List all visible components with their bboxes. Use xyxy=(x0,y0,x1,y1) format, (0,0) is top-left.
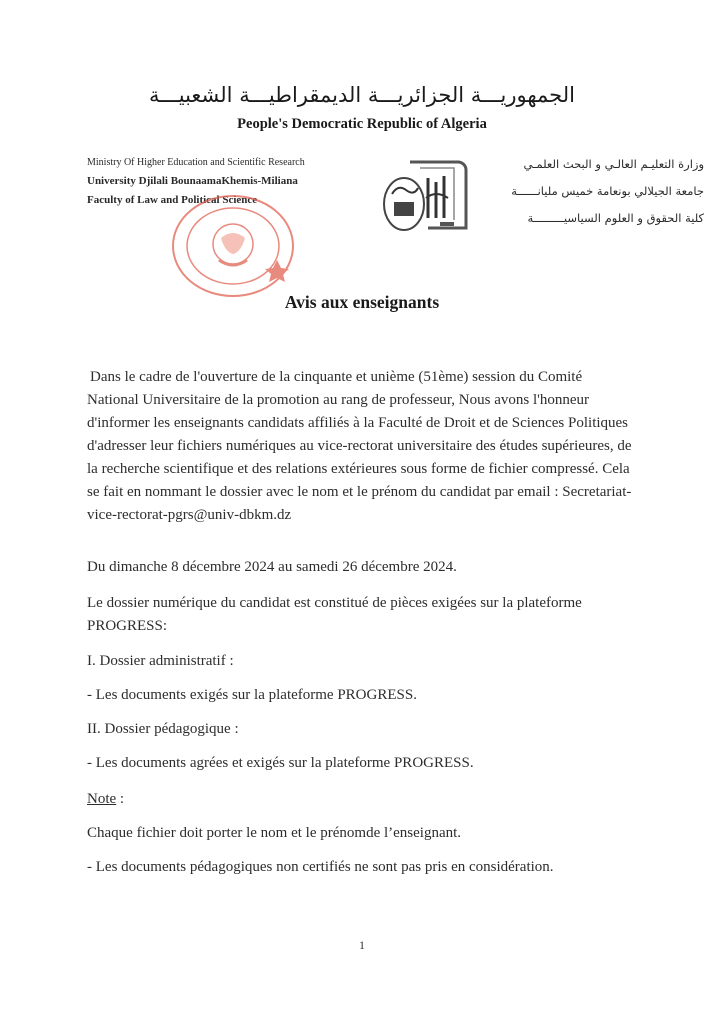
notice-paragraph: Dans le cadre de l'ouverture de la cinquante et unième (51ème) session du Comité National Universitaire de la promotion au rang de professeur, Nous avons l'honneur d'informer les enseignants candidats affiliés à la Faculté de Droit et de Sciences Politiques d'adresser leur fichiers numériques au vice-rectorat universitaire des études supérieures, de la recherche scientifique et des relations extérieures sous forme de fichier compressé. Cela se fait en nommant le dossier avec le nom et le prénom du candidat par email : Secretariat-vice-rectorat-pgrs@univ-dbkm.dz xyxy=(87,369,632,523)
note-label: Note xyxy=(87,791,117,807)
note-naming-rule: Chaque fichier doit porter le nom et le prénomde l’enseignant. xyxy=(87,825,462,841)
header-right-block xyxy=(474,151,704,232)
ministry-name-ar: وزارة التعليـم العالـي و البحث العلمـي xyxy=(523,157,704,171)
admin-dossier-docs: - Les documents exigés sur la plateforme PROGRESS. xyxy=(87,687,417,703)
ministry-name-en: Ministry Of Higher Education and Scientific Research xyxy=(87,157,305,168)
faculty-name-en: Faculty of Law and Political Science xyxy=(87,194,258,206)
dossier-intro: Le dossier numérique du candidat est constitué de pièces exigées sur la plateforme PROGRESS: xyxy=(87,595,582,634)
english-republic-title: People's Democratic Republic of Algeria xyxy=(237,116,487,132)
admin-dossier-heading: I. Dossier administratif : xyxy=(87,653,234,669)
pedagogical-dossier-heading: II. Dossier pédagogique : xyxy=(87,721,239,737)
note-colon: : xyxy=(116,791,125,807)
official-stamp-icon xyxy=(165,190,303,302)
pedagogical-dossier-docs: - Les documents agrées et exigés sur la plateforme PROGRESS. xyxy=(87,755,474,771)
page-number: 1 xyxy=(359,938,365,952)
notice-title: Avis aux enseignants xyxy=(284,292,440,312)
arabic-republic-title: الجمهوريـــة الجزائريـــة الديمقراطيـــة الشعبيـــة xyxy=(149,83,575,107)
faculty-name-ar: كلية الحقوق و العلوم السياسيـــــــــة xyxy=(527,211,704,225)
note-certification-rule: - Les documents pédagogiques non certifiés ne sont pas pris en considération. xyxy=(87,859,554,875)
session-dates: Du dimanche 8 décembre 2024 au samedi 26 décembre 2024. xyxy=(87,559,457,575)
note-line xyxy=(87,788,632,811)
university-name-ar: جامعة الجيلالي بونعامة خميس مليانــــــة xyxy=(511,184,704,198)
university-name-en: University Djilali BounaamaKhemis-Miliana xyxy=(87,175,298,187)
university-logo-icon xyxy=(380,158,468,236)
